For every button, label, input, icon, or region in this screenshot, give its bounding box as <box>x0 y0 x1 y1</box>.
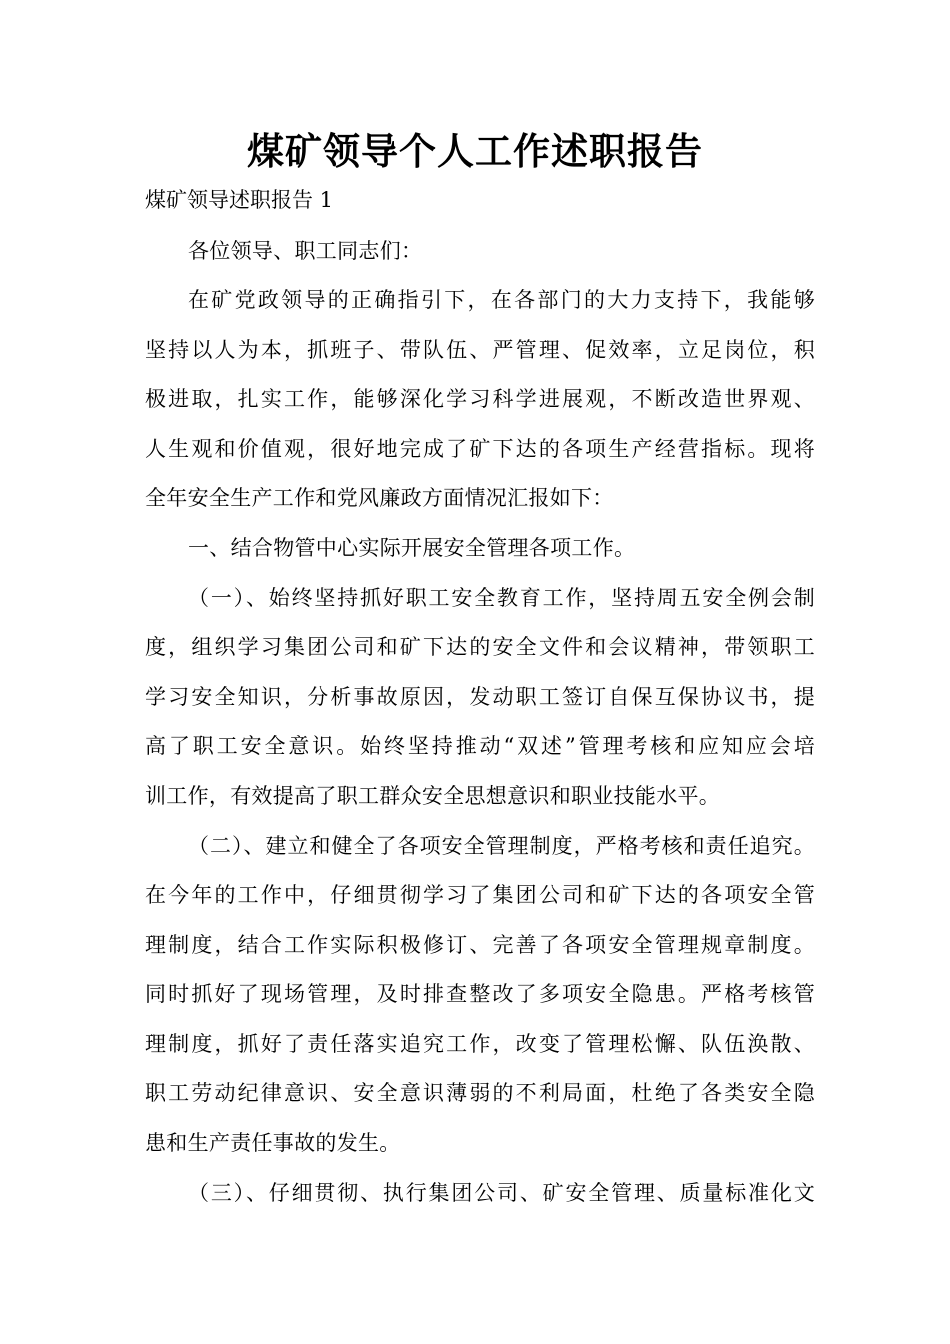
paragraph-line: 全年安全生产工作和党风廉政方面情况汇报如下： <box>145 486 614 510</box>
paragraph-line: 理制度，抓好了责任落实追究工作，改变了管理松懈、队伍涣散、 <box>145 1032 815 1056</box>
paragraph-line: 极进取，扎实工作，能够深化学习科学进展观，不断改造世界观、 <box>145 387 815 411</box>
salutation-line: 各位领导、职工同志们： <box>188 239 423 263</box>
paragraph-line: （三）、仔细贯彻、执行集团公司、矿安全管理、质量标准化文 <box>188 1181 815 1205</box>
paragraph-line: 理制度，结合工作实际积极修订、完善了各项安全管理规章制度。 <box>145 933 815 957</box>
paragraph-line: 人生观和价值观，很好地完成了矿下达的各项生产经营指标。现将 <box>145 437 815 461</box>
paragraph-line: 在矿党政领导的正确指引下，在各部门的大力支持下，我能够 <box>188 288 815 312</box>
paragraph-line: 患和生产责任事故的发生。 <box>145 1131 401 1155</box>
paragraph-line: 度，组织学习集团公司和矿下达的安全文件和会议精神，带领职工 <box>145 635 815 659</box>
paragraph-line: （二）、建立和健全了各项安全管理制度，严格考核和责任追究。 <box>188 834 815 858</box>
paragraph-line: 训工作，有效提高了职工群众安全思想意识和职业技能水平。 <box>145 784 721 808</box>
paragraph-line: （一）、始终坚持抓好职工安全教育工作，坚持周五安全例会制 <box>188 586 815 610</box>
document-title: 煤矿领导个人工作述职报告 <box>247 130 703 173</box>
paragraph-line: 坚持以人为本，抓班子、带队伍、严管理、促效率，立足岗位，积 <box>145 338 815 362</box>
paragraph-line: 职工劳动纪律意识、安全意识薄弱的不利局面，杜绝了各类安全隐 <box>145 1081 815 1105</box>
paragraph-line: 在今年的工作中，仔细贯彻学习了集团公司和矿下达的各项安全管 <box>145 883 815 907</box>
paragraph-line: 学习安全知识，分析事故原因，发动职工签订自保互保协议书，提 <box>145 685 815 709</box>
paragraph-line: 高了职工安全意识。始终坚持推动“双述”管理考核和应知应会培 <box>145 734 815 758</box>
paragraph-line: 同时抓好了现场管理，及时排查整改了多项安全隐患。严格考核管 <box>145 982 815 1006</box>
section-heading: 一、结合物管中心实际开展安全管理各项工作。 <box>188 536 636 560</box>
document-subtitle: 煤矿领导述职报告 1 <box>145 188 334 212</box>
